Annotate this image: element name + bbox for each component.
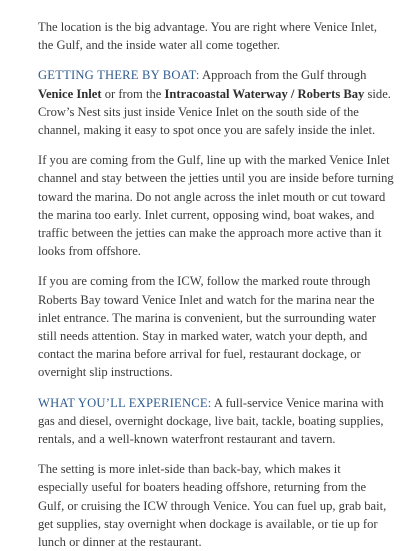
boat-heading: GETTING THERE BY BOAT:: [38, 68, 200, 83]
setting-paragraph: The setting is more inlet-side than back-bay, which makes it especially useful for boaters heading offshore, returning from the Gulf, or cruising the ICW through Venice. You can fuel up, grab bait, get supplies, stay overnight when dockage is available, or tie up for lunch or dinner at the restaurant.: [38, 462, 387, 550]
icw-paragraph: If you are coming from the ICW, follow the marked route through Roberts Bay toward Venice Inlet and watch for the marina near the inlet entrance. The marina is convenient, but the surrounding water still needs attention. Stay in marked water, watch your depth, and contact the marina before arrival for fuel, restaurant dockage, or overnight slip instructions.: [38, 274, 376, 380]
slash-strong: /: [287, 86, 298, 101]
experience-text: A full-service Venice marina with gas and diesel, overnight dockage, live bait, tackle, boating supplies, rentals, and a well-known waterfront restaurant and tavern.: [38, 395, 384, 447]
venice-inlet-strong: Venice Inlet: [38, 86, 102, 101]
boat-text-1: Approach from the Gulf through: [199, 68, 367, 83]
experience-heading: WHAT YOU’LL EXPERIENCE:: [38, 395, 212, 410]
intro-paragraph: The location is the big advantage. You are right where Venice Inlet, the Gulf, and the inside water all come together.: [38, 20, 377, 53]
roberts-bay-strong: Roberts Bay: [297, 86, 365, 101]
boat-text-4: side. Crow’s Nest sits just inside Venice Inlet on the south side of the channel, making it easy to spot once you are safely inside the inlet.: [38, 86, 391, 138]
gulf-paragraph: If you are coming from the Gulf, line up with the marked Venice Inlet channel and stay between the jetties until you are inside before turning toward the marina. Do not angle across the inlet mouth or cut toward the marina too early. Inlet current, opposing wind, boat wakes, and traffic between the jetties can make the approach more active than it looks from offshore.: [38, 153, 394, 259]
experience-paragraph: [38, 394, 394, 449]
boat-paragraph: [38, 66, 394, 139]
icw-strong: Intracoastal Waterway: [164, 86, 288, 101]
boat-text-2: or from the: [101, 86, 165, 101]
